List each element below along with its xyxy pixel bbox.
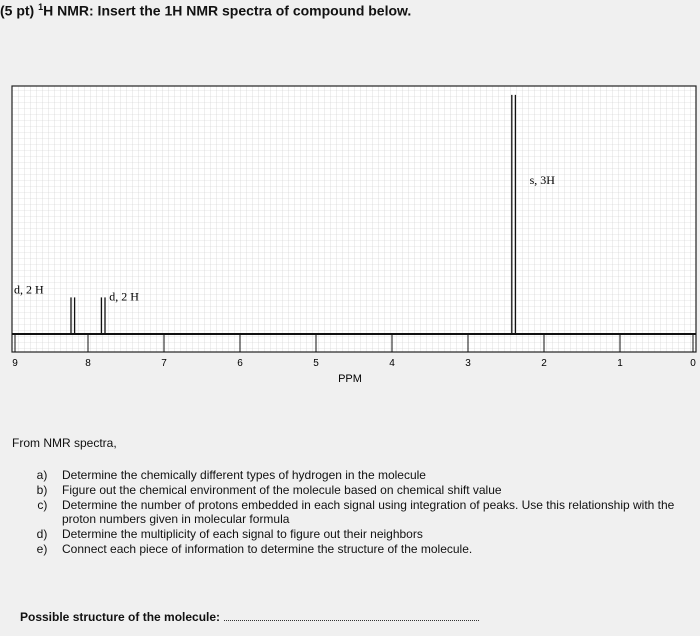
question-points: (5 pt) — [0, 2, 35, 19]
x-tick-label: 4 — [389, 358, 395, 369]
x-tick-label: 1 — [617, 358, 623, 369]
instruction-item: 4. Determine the multiplicity of each signal to figure out their neighbors — [54, 527, 692, 541]
instruction-list — [12, 468, 692, 556]
x-tick-label: 2 — [541, 358, 547, 369]
instructions — [12, 436, 692, 557]
peak-label: s, 3H — [529, 173, 555, 187]
answer-label: Possible structure of the molecule: — [20, 610, 221, 624]
plot-grid — [12, 86, 696, 352]
x-tick-label: 6 — [237, 358, 243, 369]
x-tick-label: 5 — [313, 358, 319, 369]
instruction-item: 5. Connect each piece of information to determine the structure of the molecule. — [54, 542, 692, 556]
x-tick-label: 0 — [690, 358, 696, 369]
question-text: H NMR: Insert the 1H NMR spectra of compound below. — [43, 2, 412, 19]
x-tick-label: 3 — [465, 358, 471, 369]
x-tick-label: 8 — [85, 358, 91, 369]
x-axis-label: PPM — [338, 373, 362, 385]
instruction-item: 3. Determine the number of protons embedded in each signal using integration of peaks. Use this relationship with the proton numbers given in molecular formula — [54, 498, 692, 526]
peak-label: d, 2 H — [109, 289, 139, 304]
peak-label: d, 2 H — [14, 282, 44, 297]
instruction-item: 1. Determine the chemically different types of hydrogen in the molecule — [54, 468, 692, 482]
x-tick-label: 7 — [161, 358, 167, 369]
x-tick-label: 9 — [12, 358, 18, 369]
instructions-intro: From NMR spectra, — [12, 436, 117, 450]
question-superscript: 1 — [38, 2, 44, 12]
answer-blank-line[interactable] — [224, 611, 479, 621]
answer-prompt — [20, 610, 479, 624]
instruction-item: 2. Figure out the chemical environment of the molecule based on chemical shift value — [54, 483, 692, 497]
